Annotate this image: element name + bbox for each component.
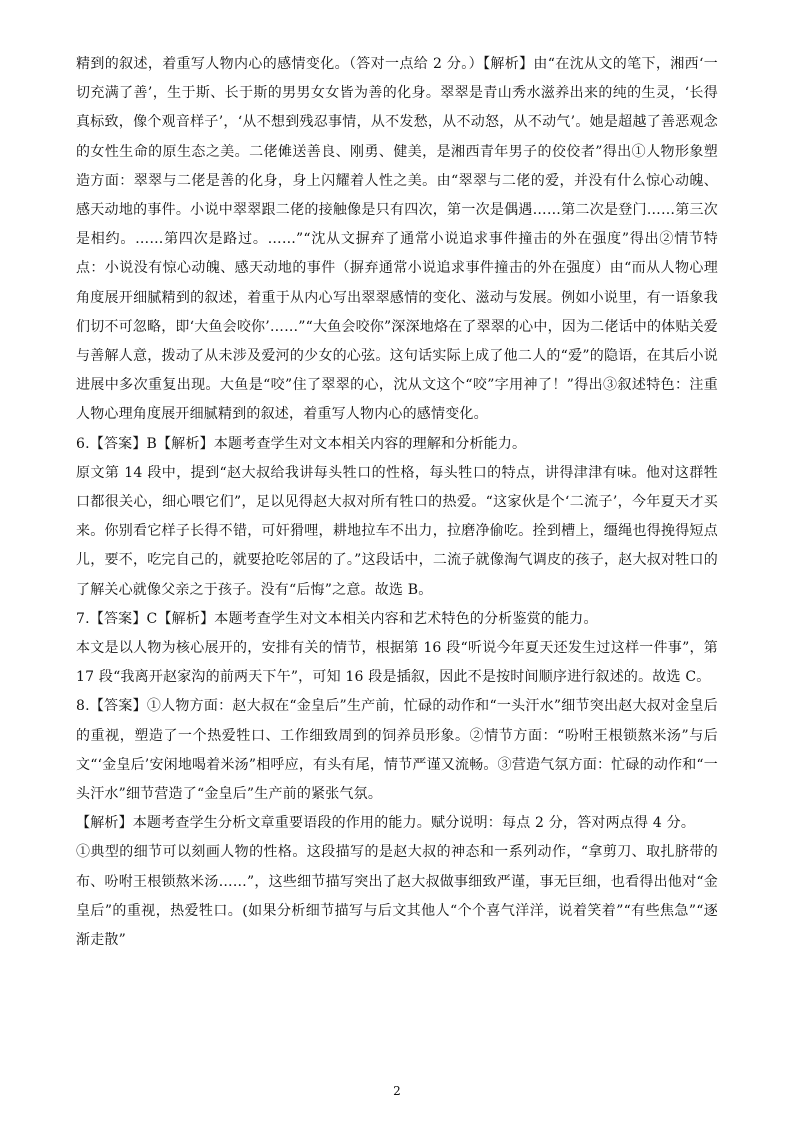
paragraph-answer-q6: 6.【答案】B【解析】本题考查学生对文本相关内容的理解和分析能力。 [76, 435, 527, 452]
paragraph-answer-q8: 8.【答案】①人物方面：赵大叔在“金皇后”生产前，忙碌的动作和“一头汗水”细节突出赵大叔对金皇后的重视，塑造了一个热爱牲口、工作细致周到的饲养员形象。②情节方面：“吩咐王根锁熬米汤”与后文“‘金皇后’安闲地喝着米汤”相呼应，有头有尾，情节严谨又流畅。③营造气氛方面：忙碌的动作和“一头汗水”细节营造了“金皇后”生产前的紧张气氛。 [76, 698, 718, 803]
paragraph-analysis-q6: 原文第 14 段中，提到“赵大叔给我讲每头牲口的性格，每头牲口的特点，讲得津津有味。他对这群牲口都很关心，细心喂它们”，足以见得赵大叔对所有牲口的热爱。“这家伙是个‘二流子’，今年夏天才买来。你别看它样子长得不错，可奸猾哩，耕地拉车不出力，拉磨净偷吃。拴到槽上，缰绳也得挽得短点儿，要不，吃完自己的，就要抢吃邻居的了。”这段话中，二流子就像淘气调皮的孩子，赵大叔对牲口的了解关心就像父亲之于孩子。没有“后悔”之意。故选 B。 [76, 464, 718, 598]
paragraph-analysis-q8-header: 【解析】本题考查学生分析文章重要语段的作用的能力。赋分说明：每点 2 分，答对两点得 4 分。 [76, 815, 696, 832]
paragraph-analysis-q8-point1: ①典型的细节可以刻画人物的性格。这段描写的是赵大叔的神态和一系列动作，“拿剪刀、取扎脐带的布、吩咐王根锁熬米汤……”，这些细节描写突出了赵大叔做事细致严谨，事无巨细，也看得出他对“金皇后”的重视，热爱牲口。(如果分析细节描写与后文其他人“个个喜气洋洋，说着笑着”“有些焦急”“逐渐走散” [76, 844, 718, 949]
paragraph-analysis-q7: 本文是以人物为核心展开的，安排有关的情节，根据第 16 段“听说今年夏天还发生过这样一件事”，第 17 段“我离开赵家沟的前两天下午”，可知 16 段是插叙，因此不是按时间顺序进行叙述的。故选 C。 [76, 640, 718, 686]
paragraph-analysis-q5: 精到的叙述，着重写人物内心的感情变化。（答对一点给 2 分。）【解析】由“在沈从文的笔下，湘西‘一切充满了善’，生于斯、长于斯的男男女女皆为善的化身。翠翠是青山秀水滋养出来的纯的生灵，‘长得真标致，像个观音样子’，‘从不想到残忍事情，从不发愁，从不动怒，从不动气’。她是超越了善恶观念的女性生命的原生态之美。二佬傩送善良、刚勇、健美，是湘西青年男子的佼佼者”得出①人物形象塑造方面：翠翠与二佬是善的化身，身上闪耀着人性之美。由“翠翠与二佬的爱，并没有什么惊心动魄、感天动地的事件。小说中翠翠跟二佬的接触像是只有四次，第一次是偶遇……第二次是登门……第三次是相约。……第四次是路过。……”“沈从文摒弃了通常小说追求事件撞击的外在强度”得出②情节特点：小说没有惊心动魄、感天动地的事件（摒弃通常小说追求事件撞击的外在强度）由“而从人物心理角度展开细腻精到的叙述，着重于从内心写出翠翠感情的变化、滋动与发展。例如小说里，有一语象我们切不可忽略，即‘大鱼会咬你’……”“大鱼会咬你”深深地烙在了翠翠的心中，因为二佬话中的体贴关爱与善解人意，拨动了从未涉及爱河的少女的心弦。这句话实际上成了他二人的“爱”的隐语，在其后小说进展中多次重复出现。大鱼是“咬”住了翠翠的心，沈从文这个“咬”字用神了！”得出③叙述特色：注重人物心理角度展开细腻精到的叙述，着重写人物内心的感情变化。 [76, 56, 718, 423]
paragraph-answer-q7: 7.【答案】C【解析】本题考查学生对文本相关内容和艺术特色的分析鉴赏的能力。 [76, 610, 598, 627]
page-number: 2 [393, 1084, 401, 1098]
